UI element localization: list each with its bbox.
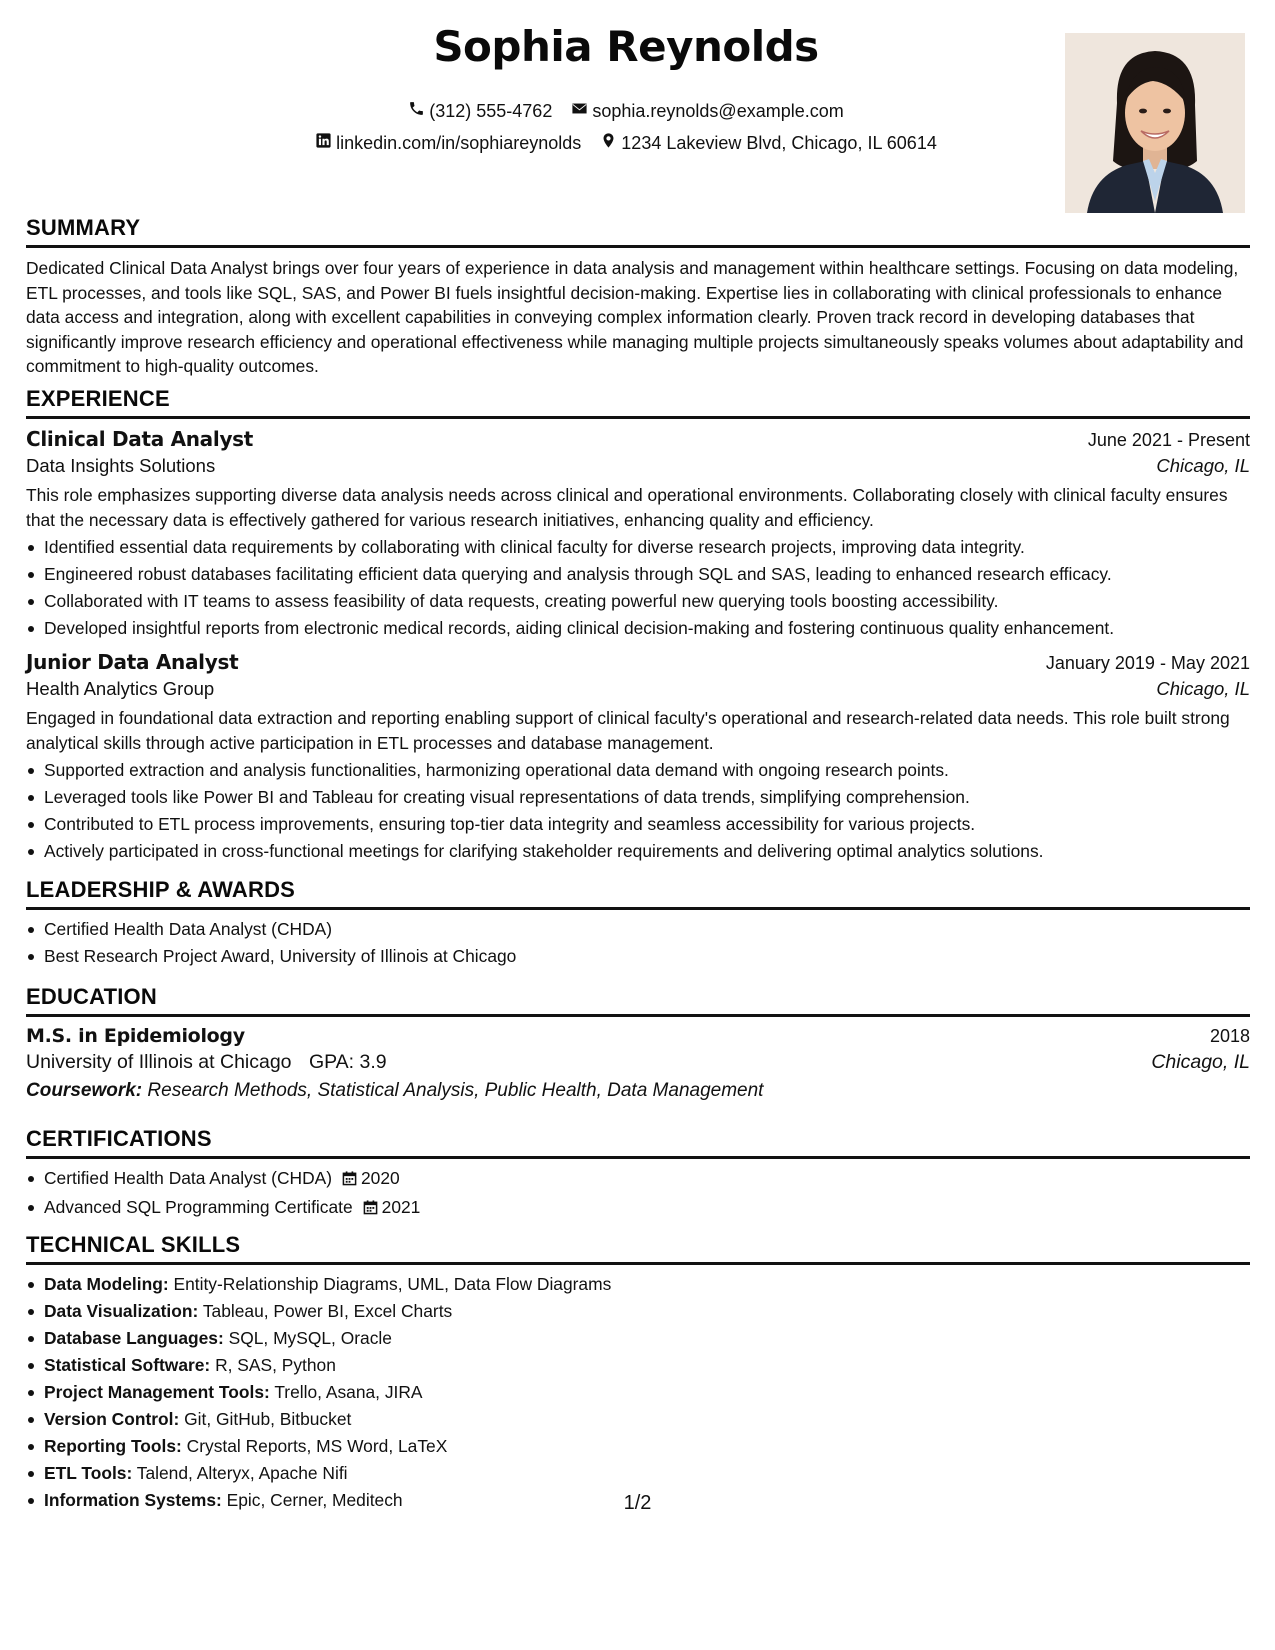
skill-category: Database Languages: xyxy=(44,1328,224,1348)
job-description: This role emphasizes supporting diverse data analysis needs across clinical and operational environments. Collaborating closely with clinical faculty ensures that the necessary data is effectively gathered for various research initiatives, enhancing quality and efficiency. xyxy=(26,485,1228,530)
list-item xyxy=(44,1406,1250,1433)
job-location: Chicago, IL xyxy=(1156,678,1250,700)
list-item: Developed insightful reports from electronic medical records, aiding clinical decision-making and fostering continuous quality enhancement. xyxy=(44,615,1250,642)
certification-name: Advanced SQL Programming Certificate xyxy=(44,1197,353,1217)
section-divider xyxy=(26,1014,1250,1017)
job-entry xyxy=(26,650,1250,865)
list-item xyxy=(44,1460,1250,1487)
list-item: Best Research Project Award, University of Illinois at Chicago xyxy=(44,943,1250,970)
section-title-skills: TECHNICAL SKILLS xyxy=(26,1232,241,1257)
list-item: Identified essential data requirements by collaborating with clinical faculty for diverse research projects, improving data integrity. xyxy=(44,534,1250,561)
skill-category: Project Management Tools: xyxy=(44,1382,270,1402)
section-divider xyxy=(26,245,1250,248)
coursework-label: Coursework: xyxy=(26,1080,143,1101)
calendar-icon xyxy=(363,1196,378,1223)
section-title-certifications: CERTIFICATIONS xyxy=(26,1126,212,1151)
skill-values: Entity-Relationship Diagrams, UML, Data Flow Diagrams xyxy=(173,1274,612,1294)
job-dates: January 2019 - May 2021 xyxy=(1045,653,1250,674)
skill-values: Crystal Reports, MS Word, LaTeX xyxy=(186,1436,448,1456)
summary-section xyxy=(26,213,1250,379)
contact-row-1 xyxy=(26,100,1226,122)
candidate-name: Sophia Reynolds xyxy=(433,22,819,71)
summary-text: Dedicated Clinical Data Analyst brings over four years of experience in data analysis and management within healthcare settings. Focusing on data modeling, ETL processes, and tools like SQL, SAS, and Power BI fuels insightful decision-making. Expertise lies in collaborating with clinical professionals to enhance data access and integration, along with excellent capabilities in conveying complex information clearly. Proven track record in developing databases that significantly improve research efficiency and operational effectiveness while managing multiple projects simultaneously speaks volumes about adaptability and commitment to high-quality outcomes. xyxy=(26,258,1244,377)
resume-header xyxy=(26,22,1226,222)
gpa: GPA: 3.9 xyxy=(308,1051,387,1073)
address-text: 1234 Lakeview Blvd, Chicago, IL 60614 xyxy=(621,132,937,153)
section-title-education: EDUCATION xyxy=(26,984,157,1009)
school-location: Chicago, IL xyxy=(1151,1051,1250,1073)
phone-text: (312) 555-4762 xyxy=(429,100,553,121)
job-bullets xyxy=(26,757,1250,865)
list-item xyxy=(44,1352,1250,1379)
list-item xyxy=(44,1194,1250,1223)
phone-icon xyxy=(408,100,429,122)
list-item: Supported extraction and analysis functionalities, harmonizing operational data demand with ongoing research points. xyxy=(44,757,1250,784)
section-divider xyxy=(26,1262,1250,1265)
job-location: Chicago, IL xyxy=(1156,455,1250,476)
skill-values: Trello, Asana, JIRA xyxy=(274,1382,423,1402)
skill-values: Tableau, Power BI, Excel Charts xyxy=(202,1301,453,1321)
profile-photo xyxy=(1065,33,1245,213)
list-item: Leveraged tools like Power BI and Tableau for creating visual representations of data trends, simplifying comprehension. xyxy=(44,784,1250,811)
address-contact xyxy=(600,132,937,154)
graduation-year: 2018 xyxy=(1209,1026,1250,1046)
list-item: Certified Health Data Analyst (CHDA) xyxy=(44,916,1250,943)
job-bullets xyxy=(26,534,1250,642)
skill-category: Version Control: xyxy=(44,1409,180,1429)
certifications-list xyxy=(26,1165,1250,1223)
job-subheader xyxy=(26,678,1250,700)
envelope-icon xyxy=(571,100,592,122)
linkedin-icon xyxy=(315,132,336,154)
certifications-section xyxy=(26,1124,1250,1223)
list-item: Actively participated in cross-functional meetings for clarifying stakeholder requirements and delivering optimal analytics solutions. xyxy=(44,838,1250,865)
skill-category: Statistical Software: xyxy=(44,1355,211,1375)
section-divider xyxy=(26,1156,1250,1159)
skill-category: Data Visualization: xyxy=(44,1301,199,1321)
list-item xyxy=(44,1433,1250,1460)
email-text: sophia.reynolds@example.com xyxy=(592,100,844,121)
certification-year: 2021 xyxy=(381,1197,421,1217)
job-company: Data Insights Solutions xyxy=(26,455,216,476)
skill-values: SQL, MySQL, Oracle xyxy=(228,1328,392,1348)
skill-values: Epic, Cerner, Meditech xyxy=(226,1490,403,1510)
section-title-experience: EXPERIENCE xyxy=(26,386,170,411)
list-item xyxy=(44,1379,1250,1406)
education-header xyxy=(26,1025,1250,1047)
section-divider xyxy=(26,907,1250,910)
job-header xyxy=(26,427,1250,451)
linkedin-contact[interactable] xyxy=(315,132,581,154)
list-item: Contributed to ETL process improvements, ensuring top-tier data integrity and seamless accessibility for various projects. xyxy=(44,811,1250,838)
skills-section xyxy=(26,1230,1250,1514)
skill-category: Information Systems: xyxy=(44,1490,222,1510)
job-description: Engaged in foundational data extraction and reporting enabling support of clinical faculty's operational and research-related data needs. This role built strong analytical skills through active participation in ETL processes and database management. xyxy=(26,708,1230,753)
list-item xyxy=(44,1298,1250,1325)
job-company: Health Analytics Group xyxy=(26,678,215,700)
list-item: Engineered robust databases facilitating efficient data querying and analysis through SQL and SAS, leading to enhanced research efficacy. xyxy=(44,561,1250,588)
skill-category: ETL Tools: xyxy=(44,1463,133,1483)
map-pin-icon xyxy=(600,132,621,154)
section-title-summary: SUMMARY xyxy=(26,215,141,240)
list-item xyxy=(44,1165,1250,1194)
degree: M.S. in Epidemiology xyxy=(26,1025,245,1047)
skill-category: Reporting Tools: xyxy=(44,1436,182,1456)
list-item xyxy=(44,1271,1250,1298)
job-title: Junior Data Analyst xyxy=(26,650,239,675)
job-subheader xyxy=(26,455,1250,477)
job-title: Clinical Data Analyst xyxy=(26,427,254,451)
certification-year: 2020 xyxy=(361,1168,400,1188)
list-item: Collaborated with IT teams to assess feasibility of data requests, creating powerful new querying tools boosting accessibility. xyxy=(44,588,1250,615)
skills-list xyxy=(26,1271,1250,1514)
skill-values: Talend, Alteryx, Apache Nifi xyxy=(136,1463,348,1483)
school-name: University of Illinois at Chicago xyxy=(26,1051,292,1073)
email-contact[interactable] xyxy=(571,100,843,122)
list-item xyxy=(44,1325,1250,1352)
page-number: 1/2 xyxy=(623,1492,652,1514)
section-title-leadership: LEADERSHIP & AWARDS xyxy=(26,877,296,902)
phone-contact xyxy=(408,100,552,122)
leadership-section xyxy=(26,875,1250,970)
job-header xyxy=(26,650,1250,674)
coursework xyxy=(26,1080,1250,1102)
education-section xyxy=(26,982,1250,1102)
experience-section xyxy=(26,384,1250,865)
calendar-icon xyxy=(342,1167,357,1194)
contact-row-2 xyxy=(26,132,1226,154)
skill-values: R, SAS, Python xyxy=(215,1355,336,1375)
section-divider xyxy=(26,416,1250,419)
job-dates: June 2021 - Present xyxy=(1087,430,1250,450)
leadership-list xyxy=(26,916,1250,970)
linkedin-text: linkedin.com/in/sophiareynolds xyxy=(336,132,582,153)
job-entry xyxy=(26,427,1250,642)
certification-name: Certified Health Data Analyst (CHDA) xyxy=(44,1168,333,1188)
skill-values: Git, GitHub, Bitbucket xyxy=(184,1409,352,1429)
education-subheader xyxy=(26,1051,1250,1074)
skill-category: Data Modeling: xyxy=(44,1274,169,1294)
coursework-list: Research Methods, Statistical Analysis, Public Health, Data Management xyxy=(147,1080,764,1101)
